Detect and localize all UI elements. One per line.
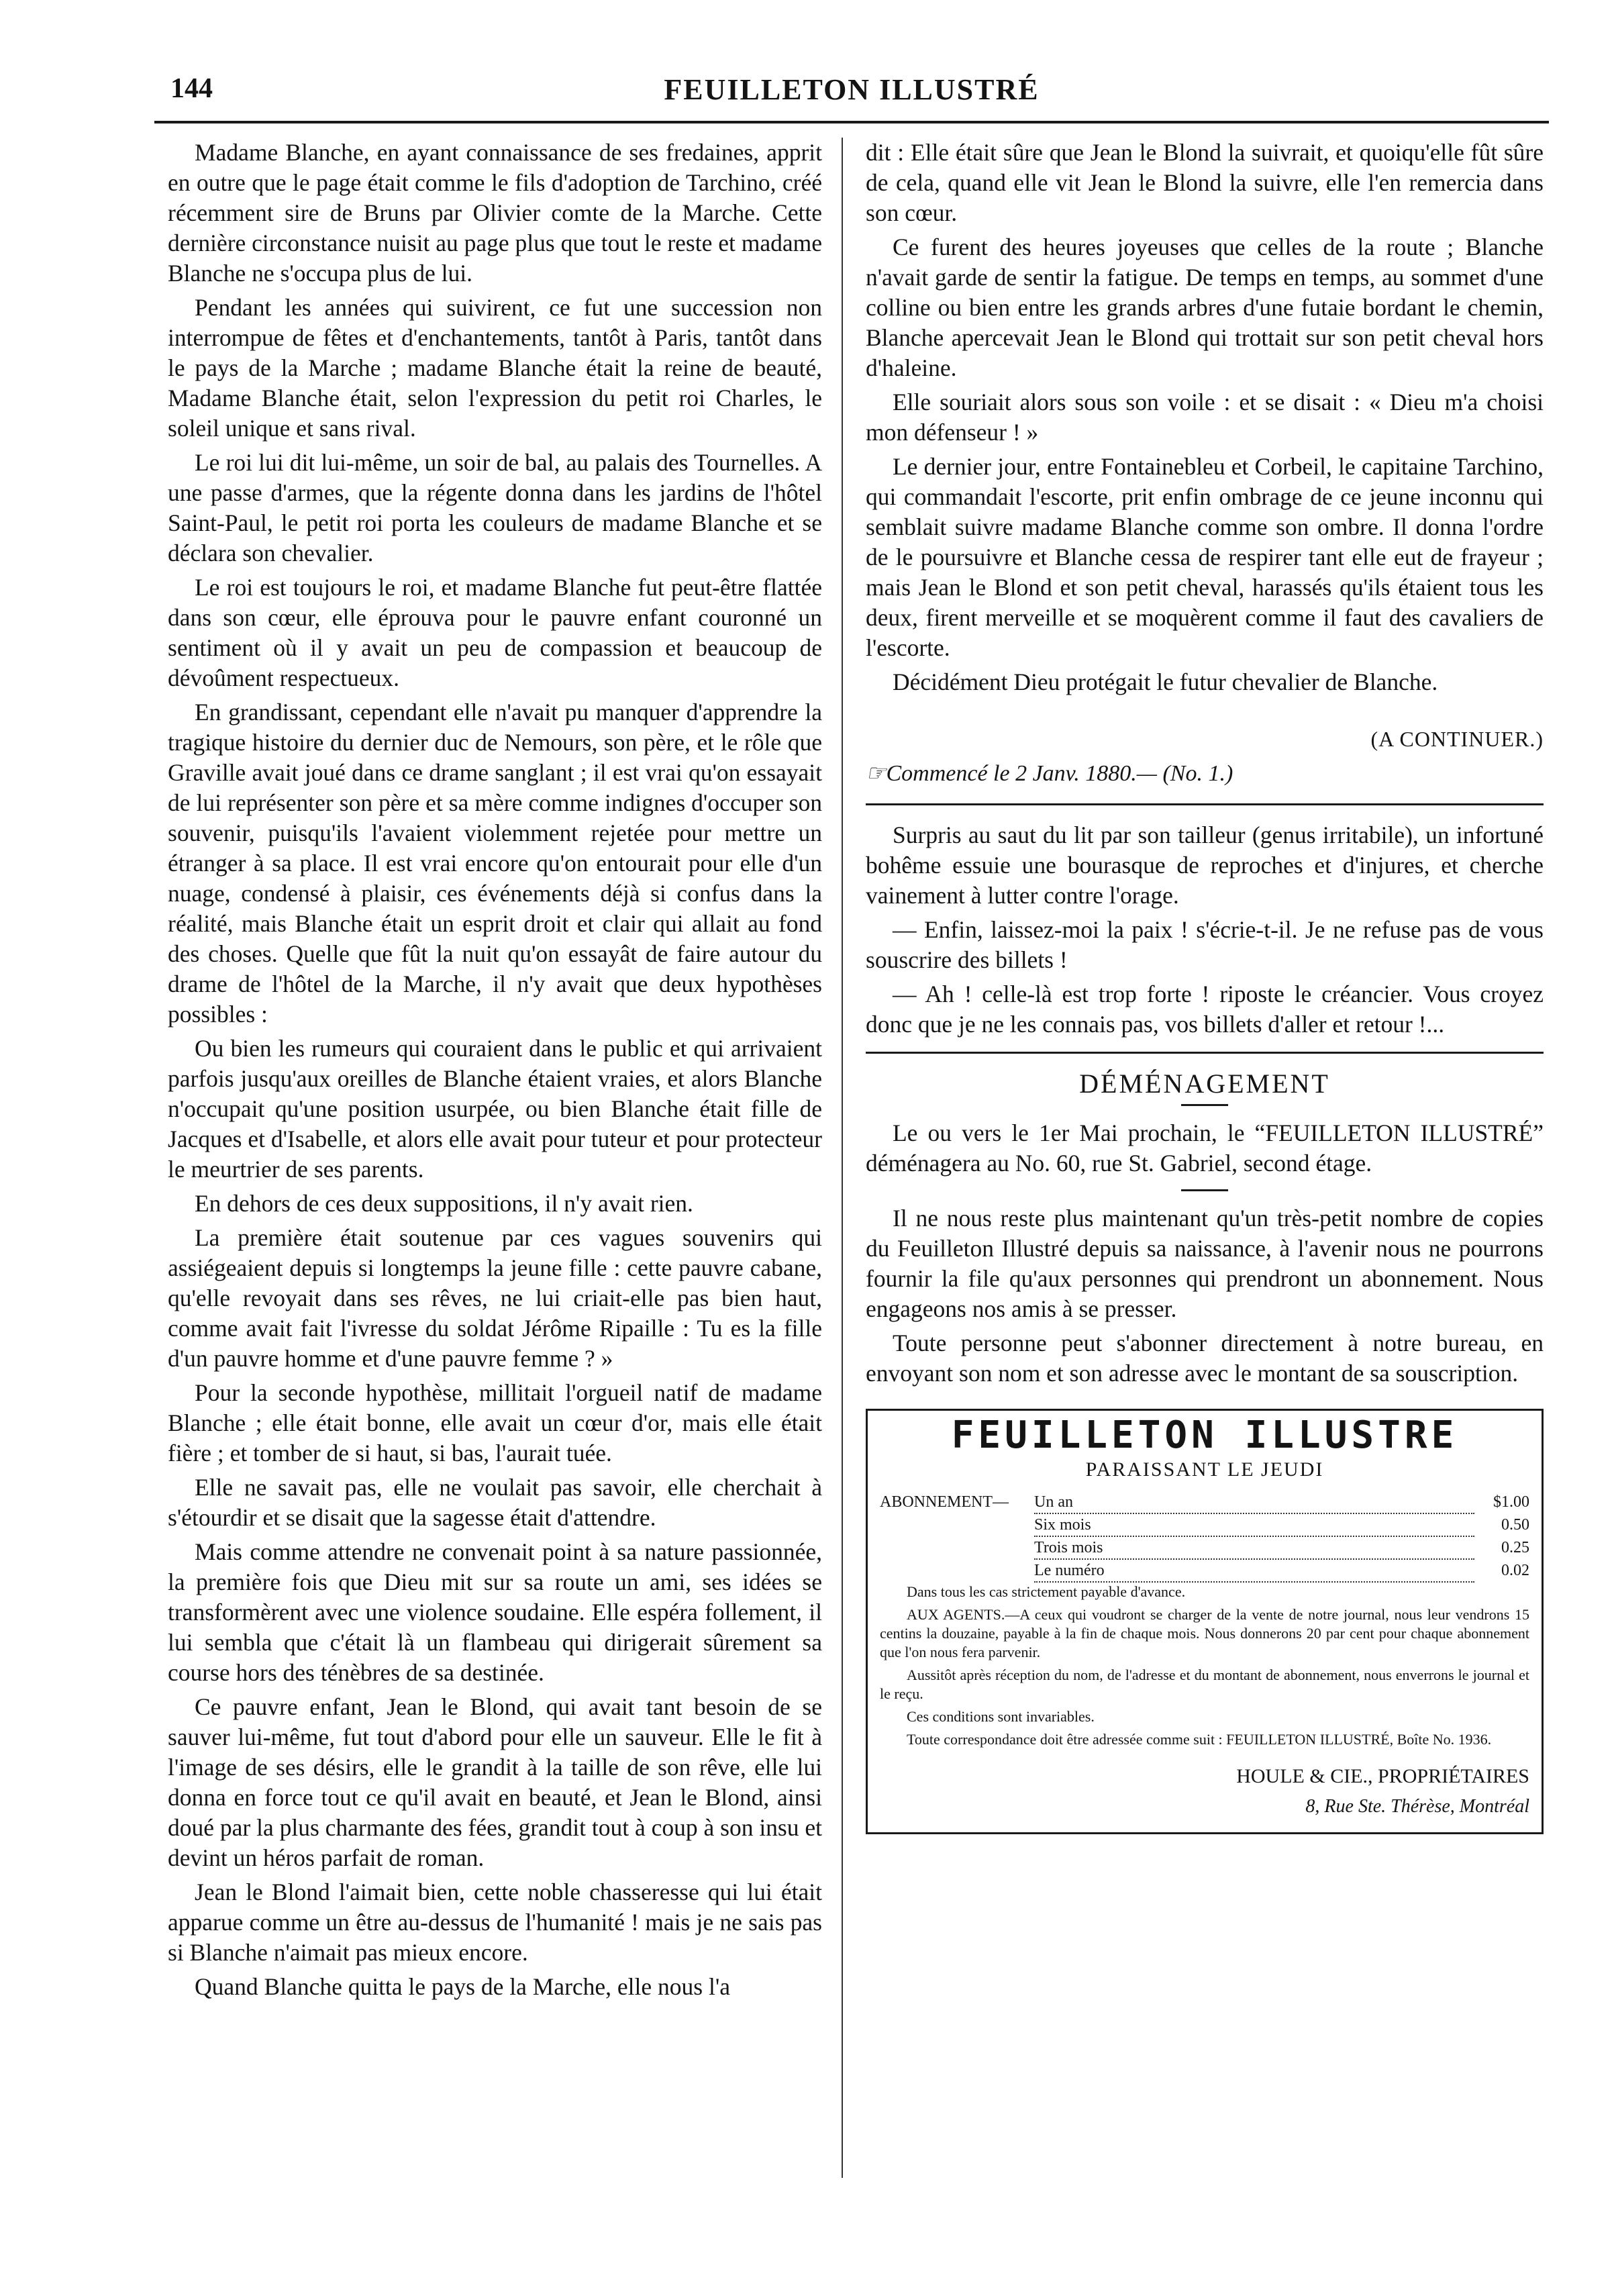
paragraph: En grandissant, cependant elle n'avait pu manquer d'apprendre la tragique histoire du dernier duc de Nemours, son père, et le rôle que Graville avait joué dans ce drame sanglant ; il est vrai qu'on essayait de lui représenter son père et sa mère comme indignes d'occuper son souvenir, puisqu'ils l'avaient violemment rejetée pour mettre un étranger à sa place. Il est vrai encore qu'on entourait pour elle d'un nuage, condensé à plaisir, ces événements déjà si confus dans la réalité, mais Blanche était un esprit droit et clair qui allait au fond des choses. Quelle que fût la nuit qu'on essayât de faire autour du drame de l'hôtel de la Marche, il n'y avait que deux hypothèses possibles : bbox=[168, 699, 822, 1028]
section-rule bbox=[866, 803, 1544, 805]
page-header bbox=[154, 67, 1549, 123]
paragraph: Madame Blanche, en ayant connaissance de ses fredaines, apprit en outre que le page était comme le fils d'adoption de Tarchino, créé récemment sire de Bruns par Olivier comte de la Marche. Cette dernière circonstance nuisit au page plus que tout le reste et madame Blanche ne s'occupa plus de lui. bbox=[168, 139, 822, 287]
price-value: 0.50 bbox=[1501, 1516, 1529, 1534]
paragraph: Pendant les années qui suivirent, ce fut une succession non interrompue de fêtes et d'enchantements, tantôt à Paris, tantôt dans le pays de la Marche ; madame Blanche était la reine de beauté, Madame Blanche était, selon l'expression du petit roi Charles, le soleil unique et sans rival. bbox=[168, 294, 822, 442]
to-be-continued: (A CONTINUER.) bbox=[1370, 727, 1544, 751]
paragraph: Pour la seconde hypothèse, millitait l'orgueil natif de madame Blanche ; elle était bonne, elle avait un cœur d'or, mais elle était fière ; et tomber de si haut, si bas, l'aurait tuée. bbox=[168, 1379, 822, 1466]
anecdote-paragraph: — Enfin, laissez-moi la paix ! s'écrie-t-il. Je ne refuse pas de vous souscrire des billets ! bbox=[866, 916, 1544, 973]
running-title: FEUILLETON ILLUSTRÉ bbox=[664, 73, 1040, 106]
correspondence-note: Toute correspondance doit être adressée comme suit : FEUILLETON ILLUSTRÉ, Boîte No. 1936. bbox=[907, 1731, 1492, 1748]
left-column bbox=[168, 138, 822, 2006]
subscription-box bbox=[866, 1409, 1544, 1834]
paragraph: Elle souriait alors sous son voile : et se disait : « Dieu m'a choisi mon défenseur ! » bbox=[866, 389, 1544, 446]
price-row bbox=[880, 1537, 1529, 1560]
right-column bbox=[866, 138, 1544, 1834]
price-row bbox=[880, 1514, 1529, 1537]
paragraph: Le dernier jour, entre Fontainebleu et Corbeil, le capitaine Tarchino, qui commandait l'escorte, prit enfin ombrage de ce jeune inconnu qui semblait suivre madame Blanche comme son ombre. Il donna l'ordre de le poursuivre et Blanche cessa de respirer tant elle eut de frayeur ; mais Jean le Blond et son petit cheval, harassés qu'ils étaient tous les deux, firent merveille et se moquèrent comme il faut des cavaliers de l'escorte. bbox=[866, 453, 1544, 661]
paragraph: Elle ne savait pas, elle ne voulait pas savoir, elle cherchait à s'étourdir et se disait que la sagesse était d'attendre. bbox=[168, 1474, 822, 1531]
price-row bbox=[880, 1560, 1529, 1583]
page-number: 144 bbox=[170, 73, 213, 104]
paragraph: dit : Elle était sûre que Jean le Blond la suivrait, et quoiqu'elle fût sûre de cela, quand elle vit Jean le Blond la suivre, elle l'en remercia dans son cœur. bbox=[866, 139, 1544, 226]
publisher-address: 8, Rue Ste. Thérèse, Montréal bbox=[1305, 1796, 1529, 1817]
anecdote-paragraph: — Ah ! celle-là est trop forte ! riposte le créancier. Vous croyez donc que je ne les connais pas, vos billets d'aller et retour !... bbox=[866, 981, 1544, 1038]
short-rule bbox=[1181, 1189, 1228, 1191]
masthead-subtitle: PARAISSANT LE JEUDI bbox=[1085, 1458, 1324, 1481]
notice-paragraph: Toute personne peut s'abonner directement à notre bureau, en envoyant son nom et son adresse avec le montant de sa souscription. bbox=[866, 1330, 1544, 1387]
price-row bbox=[880, 1491, 1529, 1514]
paragraph: Jean le Blond l'aimait bien, cette noble chasseresse qui lui était apparue comme un être au-dessus de l'humanité ! mais je ne sais pas si Blanche n'aimait pas mieux encore. bbox=[168, 1879, 822, 1966]
price-value: 0.02 bbox=[1501, 1562, 1529, 1579]
price-value: $1.00 bbox=[1493, 1493, 1529, 1511]
notice-paragraph: Il ne nous reste plus maintenant qu'un très-petit nombre de copies du Feuilleton Illustré depuis sa naissance, à l'avenir nous ne pourrons fournir la file qu'aux personnes qui prendront un abonnement. Nous engageons nos amis à se presser. bbox=[866, 1205, 1544, 1322]
demenagement-title: DÉMÉNAGEMENT bbox=[1079, 1068, 1330, 1099]
masthead-title: FEUILLETON ILLUSTRE bbox=[951, 1413, 1458, 1457]
conditions-note: Ces conditions sont invariables. bbox=[907, 1708, 1095, 1725]
receipt-note: Aussitôt après réception du nom, de l'adresse et du montant de abonnement, nous enverrons le journal et le reçu. bbox=[880, 1666, 1529, 1702]
price-item: Le numéro bbox=[1034, 1560, 1474, 1583]
paragraph: La première était soutenue par ces vagues souvenirs qui assiégeaient depuis si longtemps la jeune fille : cette pauvre cabane, qu'elle revoyait dans ses rêves, ne lui criait-elle pas bien haut, comme avait fait l'ivresse du soldat Jérôme Ripaille : Tu es la fille d'un pauvre homme et d'une pauvre femme ? » bbox=[168, 1224, 822, 1372]
paragraph: Décidément Dieu protégait le futur chevalier de Blanche. bbox=[893, 668, 1438, 695]
proprietors: HOULE & CIE., PROPRIÉTAIRES bbox=[1236, 1765, 1529, 1787]
paragraph: Mais comme attendre ne convenait point à sa nature passionnée, la première fois que Dieu mit sur sa route un ami, ses idées se transformèrent avec une violence soudaine. Elle espéra follement, il lui sembla que c'était là un flambeau qui dirigerait sûrement sa course hors des ténèbres de sa destinée. bbox=[168, 1538, 822, 1686]
short-rule bbox=[1181, 1104, 1228, 1106]
demenagement-text: Le ou vers le 1er Mai prochain, le “FEUILLETON ILLUSTRÉ” déménagera au No. 60, rue St. Gabriel, second étage. bbox=[866, 1119, 1544, 1177]
price-item: Un an bbox=[1034, 1491, 1474, 1514]
section-rule bbox=[866, 1052, 1544, 1054]
paragraph: Le roi lui dit lui-même, un soir de bal, au palais des Tournelles. A une passe d'armes, que la régente donna dans les jardins de l'hôtel Saint-Paul, le petit roi porta les couleurs de madame Blanche et se déclara son chevalier. bbox=[168, 449, 822, 566]
commence-note: ☞Commencé le 2 Janv. 1880.— (No. 1.) bbox=[866, 761, 1233, 786]
agents-note: AUX AGENTS.—A ceux qui voudront se charger de la vente de notre journal, nous leur vendrons 15 centins la douzaine, payable à la fin de chaque mois. Nous donnerons 20 par cent pour chaque abonnement que l'on nous fera parvenir. bbox=[880, 1606, 1529, 1660]
price-item: Six mois bbox=[1034, 1514, 1474, 1537]
column-divider bbox=[842, 138, 843, 2178]
paragraph: Le roi est toujours le roi, et madame Blanche fut peut-être flattée dans son cœur, elle éprouva pour le pauvre enfant couronné un sentiment où il y avait un peu de compassion et beaucoup de dévoûment respectueux. bbox=[168, 574, 822, 691]
paragraph: Quand Blanche quitta le pays de la Marche, elle nous l'a bbox=[195, 1973, 730, 2000]
paragraph: Ce pauvre enfant, Jean le Blond, qui avait tant besoin de se sauver lui-même, fut tout d'abord pour elle un sauveur. Elle le fit à l'image de ses désirs, elle le grandit à la taille de son rêve, elle lui donna en force tout ce qu'il avait en beauté, et Jean le Blond, ainsi doué par la plus charmante des fées, grandit tout à coup à son insu et devint un héros parfait de roman. bbox=[168, 1693, 822, 1871]
payable-note: Dans tous les cas strictement payable d'avance. bbox=[907, 1583, 1186, 1600]
subscription-label: ABONNEMENT— bbox=[880, 1493, 1009, 1511]
paragraph: En dehors de ces deux suppositions, il n'y avait rien. bbox=[195, 1190, 693, 1217]
price-item: Trois mois bbox=[1034, 1537, 1474, 1560]
paragraph: Ou bien les rumeurs qui couraient dans le public et qui arrivaient parfois jusqu'aux oreilles de Blanche étaient vraies, et alors Blanche n'occupait qu'une position usurpée, ou bien Blanche était fille de Jacques et d'Isabelle, et alors elle avait pour tuteur et pour protecteur le meurtrier de ses parents. bbox=[168, 1035, 822, 1183]
paragraph: Ce furent des heures joyeuses que celles de la route ; Blanche n'avait garde de sentir la fatigue. De temps en temps, au sommet d'une colline ou bien entre les grands arbres d'une futaie bordant le chemin, Blanche apercevait Jean le Blond qui trottait sur son petit cheval hors d'haleine. bbox=[866, 234, 1544, 381]
price-value: 0.25 bbox=[1501, 1539, 1529, 1556]
anecdote-paragraph: Surpris au saut du lit par son tailleur (genus irritabile), un infortuné bohême essuie une bourasque de reproches et d'injures, et cherche vainement à lutter contre l'orage. bbox=[866, 821, 1544, 909]
